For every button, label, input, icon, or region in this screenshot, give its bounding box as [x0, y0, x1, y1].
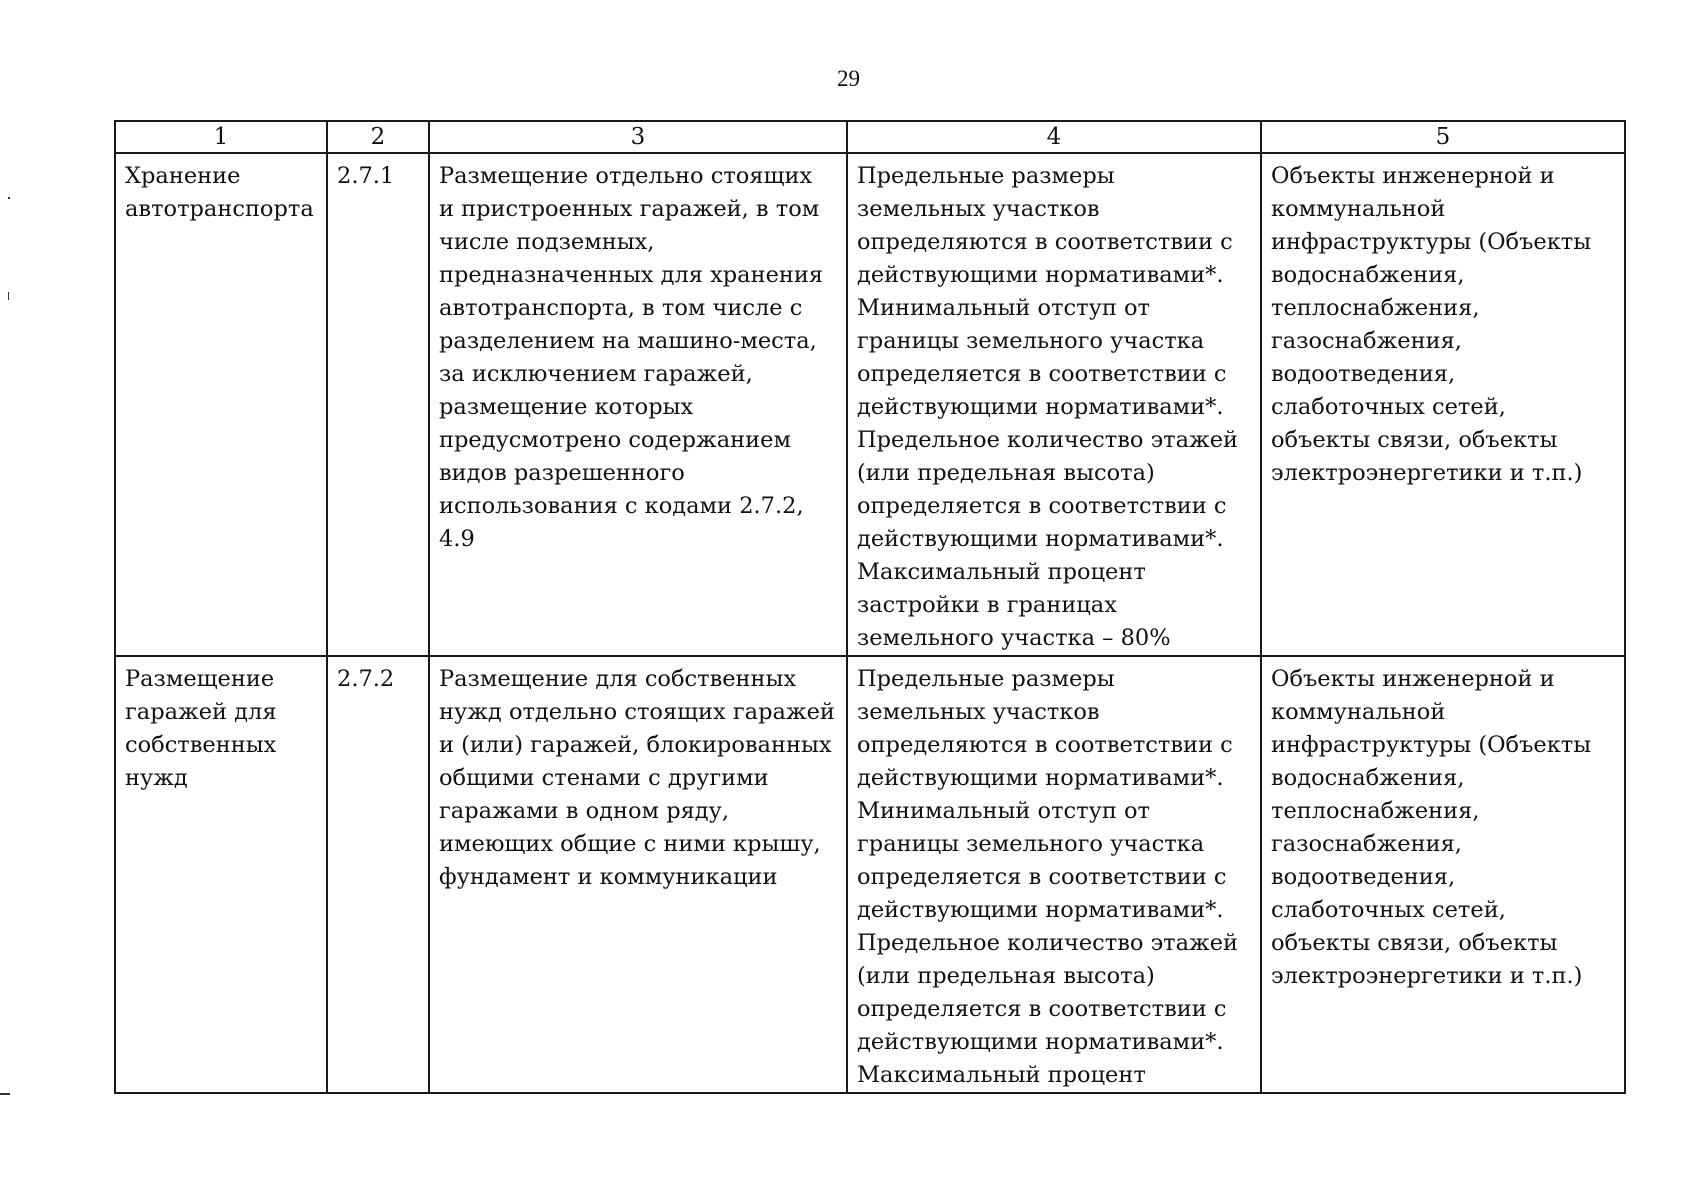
- auxiliary-uses-cell: Объекты инженерной и коммунальной инфраструктуры (Объекты водоснабжения, теплоснабжения, газоснабжения, водоотведения, слаботочных сетей, объекты связи, объекты электроэнергетики и т.п.): [1261, 153, 1625, 656]
- header-col-2: 2: [327, 121, 429, 153]
- use-description-cell: Размещение отдельно стоящих и пристроенных гаражей, в том числе подземных, предназначенных для хранения автотранспорта, в том числе с разделением на машино-места, за исключением гаражей, размещение которых предусмотрено содержанием видов разрешенного использования с кодами 2.7.2, 4.9: [429, 153, 847, 656]
- use-description-cell: Размещение для собственных нужд отдельно стоящих гаражей и (или) гаражей, блокированных общими стенами с другими гаражами в одном ряду, имеющих общие с ними крышу, фундамент и коммуникации: [429, 656, 847, 1093]
- header-col-5: 5: [1261, 121, 1625, 153]
- scan-mark: [8, 292, 9, 300]
- scan-mark: [0, 1093, 10, 1095]
- header-col-4: 4: [847, 121, 1261, 153]
- table-row: [115, 153, 1625, 656]
- header-col-3: 3: [429, 121, 847, 153]
- use-name-cell: Хранение автотранспорта: [115, 153, 327, 656]
- page-number: 29: [837, 66, 860, 91]
- parameters-cell: Предельные размеры земельных участков определяются в соответствии с действующими нормативами*. Минимальный отступ от границы земельного участка определяется в соответствии с действующими нормативами*. Предельное количество этажей (или предельная высота) определяется в соответствии с действующими нормативами*. Максимальный процент: [847, 656, 1261, 1093]
- use-code-cell: 2.7.1: [327, 153, 429, 656]
- use-code-cell: 2.7.2: [327, 656, 429, 1093]
- header-col-1: 1: [115, 121, 327, 153]
- header-row: [115, 121, 1625, 153]
- use-name-cell: Размещение гаражей для собственных нужд: [115, 656, 327, 1093]
- table-row: [115, 656, 1625, 1093]
- regulation-table: [114, 120, 1626, 1094]
- parameters-cell: Предельные размеры земельных участков определяются в соответствии с действующими нормативами*. Минимальный отступ от границы земельного участка определяется в соответствии с действующими нормативами*. Предельное количество этажей (или предельная высота) определяется в соответствии с действующими нормативами*. Максимальный процент застройки в границах земельного участка – 80%: [847, 153, 1261, 656]
- scan-mark: [8, 197, 10, 199]
- auxiliary-uses-cell: Объекты инженерной и коммунальной инфраструктуры (Объекты водоснабжения, теплоснабжения, газоснабжения, водоотведения, слаботочных сетей, объекты связи, объекты электроэнергетики и т.п.): [1261, 656, 1625, 1093]
